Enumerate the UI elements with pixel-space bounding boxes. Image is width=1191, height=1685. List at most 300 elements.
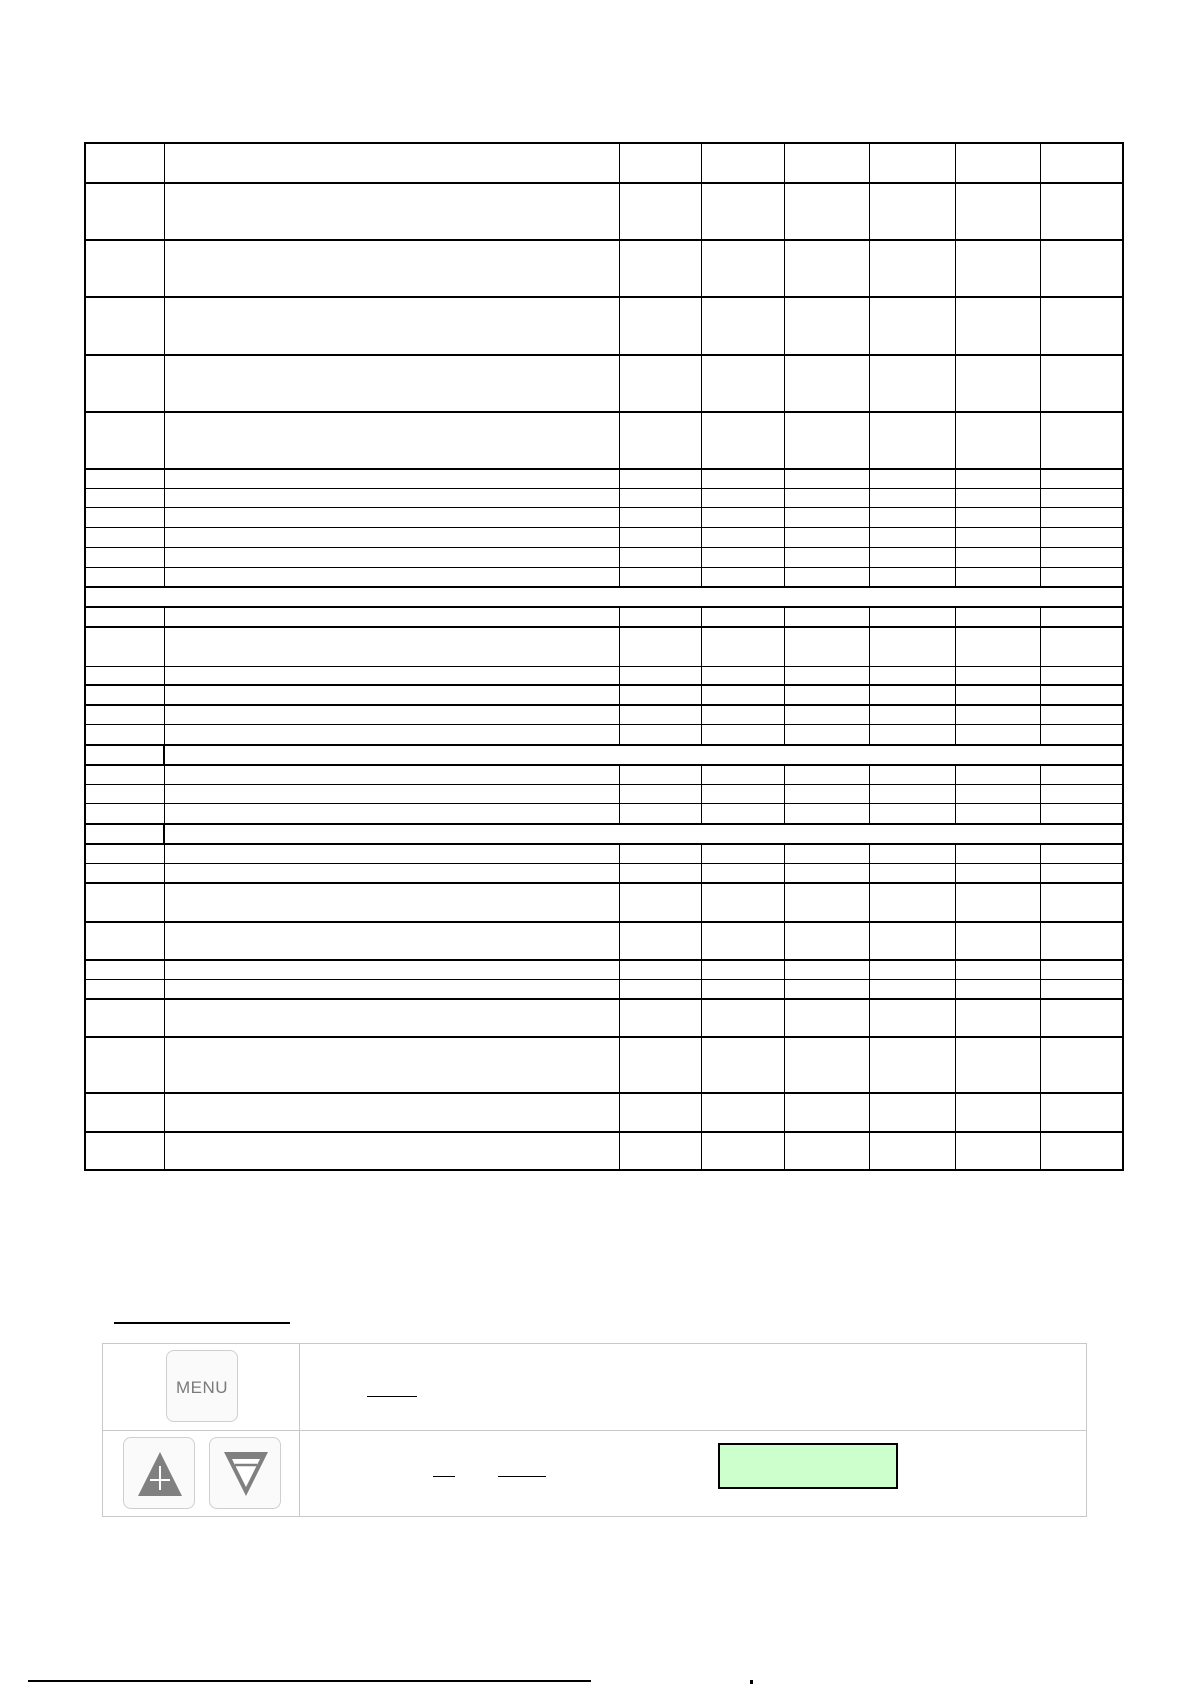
table-cell: [1040, 489, 1123, 508]
triangle-plus-icon: [124, 1438, 196, 1510]
table-cell: [1040, 725, 1123, 745]
table-cell: [85, 567, 164, 587]
table-cell: [619, 979, 701, 999]
table-cell: [1040, 765, 1123, 785]
menu-key-cell: [103, 1344, 300, 1431]
table-cell: [955, 183, 1040, 240]
table-cell: [784, 785, 869, 804]
table-cell: [955, 785, 1040, 804]
table-cell: [85, 785, 164, 804]
table-cell: [619, 785, 701, 804]
table-cell: [619, 960, 701, 979]
table-cell: [85, 607, 164, 627]
table-cell: [619, 143, 701, 183]
table-cell: [701, 725, 784, 745]
table-cell: [869, 666, 955, 685]
table-cell: [955, 883, 1040, 922]
table-cell: [619, 607, 701, 627]
table-cell: [869, 183, 955, 240]
table-cell: [701, 999, 784, 1037]
table-cell: [164, 297, 619, 354]
table-cell: [85, 705, 164, 724]
table-cell: [164, 627, 619, 666]
table-cell: [164, 183, 619, 240]
table-cell: [1040, 183, 1123, 240]
menu-key-label: MENU: [175, 1378, 229, 1397]
table-cell: [619, 412, 701, 469]
table-cell: [85, 1037, 164, 1093]
table-cell: [869, 844, 955, 864]
table-cell: [869, 508, 955, 527]
table-cell: [784, 547, 869, 567]
table-cell: [955, 143, 1040, 183]
table-cell: [619, 547, 701, 567]
table-cell: [164, 725, 619, 745]
table-cell: [164, 1037, 619, 1093]
table-cell: [1040, 355, 1123, 412]
arrow-keys-description: [300, 1430, 1087, 1517]
triangle-minus-icon: [210, 1438, 282, 1510]
table-cell: [164, 469, 619, 489]
table-cell: [1040, 979, 1123, 999]
table-cell: [1040, 143, 1123, 183]
table-cell: [955, 627, 1040, 666]
table-cell: [1040, 412, 1123, 469]
table-cell: [85, 979, 164, 999]
table-cell: [1040, 999, 1123, 1037]
table-cell: [869, 297, 955, 354]
table-cell: [85, 627, 164, 666]
table-cell: [619, 297, 701, 354]
table-row: [85, 883, 1123, 922]
table-cell: [701, 469, 784, 489]
table-row: [85, 183, 1123, 240]
table-row: [85, 607, 1123, 627]
table-cell: [85, 666, 164, 685]
arrow-keys-cell: [103, 1430, 300, 1517]
table-cell: [955, 960, 1040, 979]
description-underline: [367, 1396, 417, 1397]
table-cell: [85, 508, 164, 527]
table-cell: [619, 844, 701, 864]
table-cell: [869, 725, 955, 745]
table-cell: [869, 685, 955, 705]
table-cell: [784, 666, 869, 685]
table-cell: [955, 666, 1040, 685]
table-row: [85, 240, 1123, 297]
table-row: [85, 489, 1123, 508]
table-row: [85, 1132, 1123, 1170]
table-cell: [955, 412, 1040, 469]
table-cell: [701, 765, 784, 785]
table-cell: [784, 627, 869, 666]
table-cell: [784, 567, 869, 587]
table-cell: [784, 1037, 869, 1093]
description-underline: [433, 1476, 455, 1477]
table-cell: [164, 508, 619, 527]
table-cell: [164, 489, 619, 508]
table-cell: [784, 883, 869, 922]
arrow-keys-row: [103, 1430, 1087, 1517]
table-cell: [701, 960, 784, 979]
table-cell: [85, 469, 164, 489]
table-row: [85, 979, 1123, 999]
table-cell: [701, 547, 784, 567]
table-cell: [85, 355, 164, 412]
up-key-button[interactable]: [123, 1437, 195, 1509]
table-cell: [955, 567, 1040, 587]
table-row: [85, 627, 1123, 666]
table-cell: [701, 864, 784, 883]
table-cell: [1040, 685, 1123, 705]
table-row: [85, 587, 1123, 607]
table-cell: [619, 508, 701, 527]
table-cell: [164, 844, 619, 864]
table-cell: [869, 864, 955, 883]
table-row: [85, 864, 1123, 883]
table-cell: [85, 804, 164, 824]
table-cell: [701, 627, 784, 666]
table-cell: [85, 765, 164, 785]
table-row: [85, 355, 1123, 412]
table-cell: [955, 765, 1040, 785]
table-cell: [955, 547, 1040, 567]
table-cell: [784, 705, 869, 724]
table-row: [85, 547, 1123, 567]
table-cell: [619, 1093, 701, 1131]
table-cell: [784, 864, 869, 883]
table-cell: [85, 240, 164, 297]
table-row: [85, 567, 1123, 587]
table-cell: [869, 143, 955, 183]
table-cell: [784, 979, 869, 999]
table-cell: [701, 527, 784, 547]
table-cell: [164, 666, 619, 685]
down-key-button[interactable]: [209, 1437, 281, 1509]
table-cell: [784, 183, 869, 240]
table-cell: [869, 489, 955, 508]
table-cell: [701, 508, 784, 527]
table-cell: [164, 785, 619, 804]
table-cell: [701, 1132, 784, 1170]
table-cell: [1040, 469, 1123, 489]
table-cell: [619, 355, 701, 412]
table-cell: [164, 979, 619, 999]
table-cell: [619, 883, 701, 922]
table-cell: [85, 183, 164, 240]
table-cell: [869, 960, 955, 979]
table-cell: [85, 685, 164, 705]
table-cell: [869, 922, 955, 960]
table-cell: [955, 508, 1040, 527]
table-row: [85, 765, 1123, 785]
table-cell: [955, 469, 1040, 489]
section-header-cell: [164, 745, 1123, 765]
table-cell: [869, 567, 955, 587]
section-header-cell: [85, 587, 1123, 607]
table-cell: [164, 567, 619, 587]
table-row: [85, 725, 1123, 745]
table-row: [85, 685, 1123, 705]
table-row: [85, 469, 1123, 489]
table-cell: [955, 527, 1040, 547]
table-cell: [869, 469, 955, 489]
table-cell: [164, 804, 619, 824]
table-cell: [701, 143, 784, 183]
table-cell: [955, 999, 1040, 1037]
table-cell: [701, 785, 784, 804]
table-cell: [85, 864, 164, 883]
table-cell: [619, 922, 701, 960]
table-cell: [619, 666, 701, 685]
table-cell: [784, 412, 869, 469]
table-row: [85, 824, 1123, 844]
table-cell: [85, 527, 164, 547]
table-cell: [701, 1093, 784, 1131]
table-cell: [1040, 785, 1123, 804]
table-cell: [164, 355, 619, 412]
table-row: [85, 844, 1123, 864]
table-cell: [701, 1037, 784, 1093]
table-cell: [1040, 508, 1123, 527]
table-cell: [164, 960, 619, 979]
table-cell: [955, 685, 1040, 705]
table-cell: [619, 685, 701, 705]
table-cell: [85, 883, 164, 922]
table-cell: [955, 979, 1040, 999]
table-cell: [164, 765, 619, 785]
table-cell: [701, 883, 784, 922]
table-cell: [869, 705, 955, 724]
table-cell: [784, 143, 869, 183]
table-cell: [869, 607, 955, 627]
table-cell: [85, 960, 164, 979]
section-label-cell: [85, 745, 164, 765]
table-cell: [619, 469, 701, 489]
section-label-cell: [85, 824, 164, 844]
table-cell: [955, 1093, 1040, 1131]
table-cell: [955, 804, 1040, 824]
table-cell: [85, 143, 164, 183]
table-cell: [164, 527, 619, 547]
table-cell: [164, 922, 619, 960]
table-cell: [701, 240, 784, 297]
table-cell: [619, 567, 701, 587]
table-row: [85, 705, 1123, 724]
table-cell: [85, 999, 164, 1037]
table-cell: [1040, 240, 1123, 297]
table-cell: [164, 705, 619, 724]
table-cell: [869, 804, 955, 824]
table-cell: [869, 547, 955, 567]
table-cell: [955, 297, 1040, 354]
table-cell: [701, 183, 784, 240]
table-cell: [955, 240, 1040, 297]
table-cell: [955, 864, 1040, 883]
table-cell: [164, 607, 619, 627]
table-cell: [1040, 527, 1123, 547]
table-cell: [869, 765, 955, 785]
table-cell: [619, 864, 701, 883]
table-cell: [1040, 627, 1123, 666]
table-cell: [784, 469, 869, 489]
table-cell: [869, 527, 955, 547]
table-row: [85, 960, 1123, 979]
table-cell: [701, 705, 784, 724]
table-cell: [955, 355, 1040, 412]
table-cell: [85, 1132, 164, 1170]
table-cell: [784, 685, 869, 705]
table-cell: [164, 1132, 619, 1170]
table-row: [85, 785, 1123, 804]
table-cell: [701, 607, 784, 627]
table-cell: [1040, 547, 1123, 567]
table-cell: [869, 1093, 955, 1131]
table-cell: [85, 412, 164, 469]
table-cell: [869, 883, 955, 922]
table-cell: [869, 240, 955, 297]
table-cell: [701, 355, 784, 412]
table-cell: [784, 804, 869, 824]
table-cell: [85, 489, 164, 508]
table-cell: [619, 804, 701, 824]
table-cell: [619, 725, 701, 745]
table-row: [85, 508, 1123, 527]
table-cell: [1040, 1132, 1123, 1170]
key-guide-table: [102, 1343, 1087, 1517]
table-cell: [1040, 567, 1123, 587]
table-cell: [1040, 922, 1123, 960]
table-cell: [701, 922, 784, 960]
table-cell: [1040, 705, 1123, 724]
table-cell: [784, 508, 869, 527]
table-cell: [619, 183, 701, 240]
table-cell: [1040, 844, 1123, 864]
table-row: [85, 297, 1123, 354]
table-cell: [164, 883, 619, 922]
table-cell: [955, 1132, 1040, 1170]
table-cell: [1040, 666, 1123, 685]
table-cell: [1040, 297, 1123, 354]
table-cell: [85, 725, 164, 745]
table-cell: [1040, 883, 1123, 922]
table-cell: [701, 804, 784, 824]
table-cell: [85, 547, 164, 567]
section-header-cell: [164, 824, 1123, 844]
table-cell: [784, 607, 869, 627]
table-row: [85, 922, 1123, 960]
table-cell: [701, 979, 784, 999]
table-row: [85, 143, 1123, 183]
table-cell: [1040, 804, 1123, 824]
menu-key-button[interactable]: [166, 1350, 238, 1422]
table-cell: [164, 547, 619, 567]
parameter-table: [84, 142, 1124, 1171]
table-cell: [784, 725, 869, 745]
table-cell: [869, 1132, 955, 1170]
table-cell: [701, 844, 784, 864]
table-cell: [85, 922, 164, 960]
table-cell: [701, 412, 784, 469]
footer-mark: [750, 1680, 753, 1684]
table-cell: [619, 999, 701, 1037]
table-row: [85, 1037, 1123, 1093]
table-row: [85, 745, 1123, 765]
table-cell: [701, 666, 784, 685]
table-cell: [869, 785, 955, 804]
table-cell: [619, 627, 701, 666]
table-cell: [85, 844, 164, 864]
table-cell: [619, 1037, 701, 1093]
table-cell: [784, 489, 869, 508]
table-cell: [784, 355, 869, 412]
table-cell: [869, 999, 955, 1037]
table-cell: [955, 844, 1040, 864]
table-cell: [619, 489, 701, 508]
table-cell: [1040, 960, 1123, 979]
table-cell: [784, 527, 869, 547]
table-cell: [784, 765, 869, 785]
table-cell: [784, 999, 869, 1037]
table-cell: [784, 1132, 869, 1170]
table-cell: [619, 705, 701, 724]
table-cell: [701, 297, 784, 354]
description-underline: [498, 1476, 546, 1477]
table-cell: [85, 297, 164, 354]
parameter-table-body: [85, 143, 1123, 1170]
table-cell: [784, 1093, 869, 1131]
table-cell: [869, 1037, 955, 1093]
table-cell: [1040, 1093, 1123, 1131]
table-cell: [164, 864, 619, 883]
table-cell: [701, 685, 784, 705]
table-cell: [869, 979, 955, 999]
table-cell: [164, 240, 619, 297]
table-cell: [619, 1132, 701, 1170]
footer-rule: [28, 1680, 591, 1682]
lcd-display: [718, 1443, 898, 1489]
table-row: [85, 527, 1123, 547]
table-cell: [784, 297, 869, 354]
table-cell: [164, 1093, 619, 1131]
table-cell: [955, 607, 1040, 627]
table-cell: [955, 725, 1040, 745]
menu-key-row: [103, 1344, 1087, 1431]
table-cell: [869, 627, 955, 666]
table-cell: [869, 355, 955, 412]
table-row: [85, 804, 1123, 824]
table-cell: [784, 844, 869, 864]
menu-key-description: [300, 1344, 1087, 1431]
table-row: [85, 1093, 1123, 1131]
table-cell: [784, 960, 869, 979]
table-cell: [1040, 864, 1123, 883]
table-cell: [85, 1093, 164, 1131]
table-row: [85, 666, 1123, 685]
table-cell: [784, 240, 869, 297]
table-cell: [164, 685, 619, 705]
table-cell: [619, 240, 701, 297]
table-cell: [955, 489, 1040, 508]
key-guide-title: [114, 1300, 290, 1324]
table-cell: [164, 412, 619, 469]
table-cell: [701, 567, 784, 587]
table-cell: [1040, 607, 1123, 627]
table-row: [85, 999, 1123, 1037]
table-cell: [955, 705, 1040, 724]
table-cell: [619, 527, 701, 547]
table-cell: [955, 1037, 1040, 1093]
